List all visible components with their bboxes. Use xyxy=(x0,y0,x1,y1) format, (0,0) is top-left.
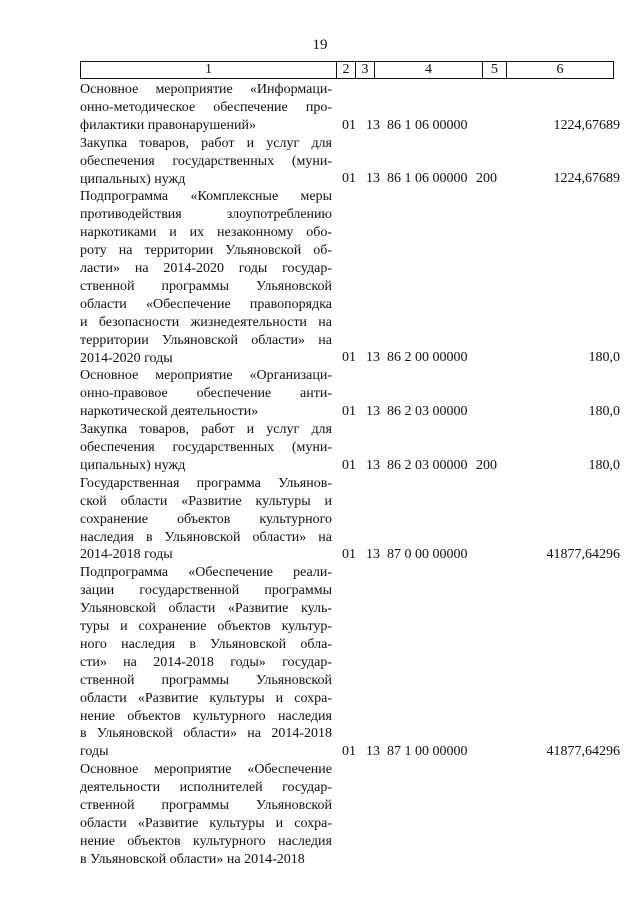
column-header-3: 3 xyxy=(356,62,375,79)
target-article-code: 87 1 00 00000 xyxy=(387,744,468,760)
description-line: области «Обеспечение правопорядка xyxy=(80,296,332,312)
description-line: Закупка товаров, работ и услуг для xyxy=(80,135,332,151)
description-line: онно-правовое обеспечение анти- xyxy=(80,386,332,402)
subsection-code: 13 xyxy=(366,547,380,563)
description-line: ственной программы Ульяновской xyxy=(80,672,332,688)
section-code: 01 xyxy=(342,350,356,366)
expense-type-code: 200 xyxy=(476,171,497,187)
subsection-code: 13 xyxy=(366,117,380,133)
description-line: 2014-2018 годы xyxy=(80,547,173,563)
section-code: 01 xyxy=(342,744,356,760)
target-article-code: 86 1 06 00000 xyxy=(387,171,468,187)
description-line: наследия в Ульяновской области» на xyxy=(80,529,332,545)
description-line: ственной программы Ульяновской xyxy=(80,798,332,813)
description-line: зации государственной программы xyxy=(80,583,332,599)
description-line: годы xyxy=(80,744,109,760)
description-line: деятельности исполнителей государ- xyxy=(80,780,332,796)
row-codes xyxy=(80,546,620,564)
description-line: противодействия злоупотреблению xyxy=(80,207,332,223)
section-code: 01 xyxy=(342,117,356,133)
table-row xyxy=(80,81,620,135)
description-line: Ульяновской области «Развитие куль- xyxy=(80,601,332,617)
subsection-code: 13 xyxy=(366,350,380,366)
row-codes xyxy=(80,170,620,188)
section-code: 01 xyxy=(342,171,356,187)
column-header-2: 2 xyxy=(337,62,356,79)
amount: 41877,64296 xyxy=(546,547,620,563)
amount: 1224,67689 xyxy=(553,171,620,187)
description-line: роту на территории Ульяновской об- xyxy=(80,243,332,259)
row-codes xyxy=(80,117,620,135)
description-line: ципальных) нужд xyxy=(80,171,186,187)
description-line: области «Развитие культуры и сохра- xyxy=(80,690,332,706)
description-line: нение объектов культурного наследия xyxy=(80,708,332,724)
table-row xyxy=(80,421,620,475)
target-article-code: 86 2 03 00000 xyxy=(387,404,468,420)
table-row xyxy=(80,564,620,761)
description-line: ципальных) нужд xyxy=(80,457,186,473)
column-header-table xyxy=(80,61,614,79)
expense-type-code: 200 xyxy=(476,457,497,473)
description-line: наркотиками и их незаконному обо- xyxy=(80,225,332,241)
subsection-code: 13 xyxy=(366,744,380,760)
page-number: 19 xyxy=(312,37,328,53)
row-codes xyxy=(80,457,620,475)
section-code: 01 xyxy=(342,404,356,420)
target-article-code: 86 2 03 00000 xyxy=(387,457,468,473)
description-line: области «Развитие культуры и сохра- xyxy=(80,815,332,831)
column-header-5: 5 xyxy=(483,62,507,79)
amount: 41877,64296 xyxy=(546,744,620,760)
subsection-code: 13 xyxy=(366,457,380,473)
target-article-code: 87 0 00 00000 xyxy=(387,547,468,563)
description-line: сти» на 2014-2018 годы» государ- xyxy=(80,654,332,670)
description-line: обеспечения государственных (муни- xyxy=(80,153,332,169)
target-article-code: 86 1 06 00000 xyxy=(387,117,468,133)
row-description xyxy=(80,188,332,367)
description-line: ской области «Развитие культуры и xyxy=(80,493,332,509)
amount: 180,0 xyxy=(588,350,620,366)
section-code: 01 xyxy=(342,457,356,473)
row-codes xyxy=(80,403,620,421)
description-line: Основное мероприятие «Обеспечение xyxy=(80,762,332,778)
subsection-code: 13 xyxy=(366,404,380,420)
description-line: ласти» на 2014-2020 годы государ- xyxy=(80,261,332,277)
table-row xyxy=(80,135,620,189)
section-code: 01 xyxy=(342,547,356,563)
row-codes xyxy=(80,743,620,761)
description-line: ного наследия в Ульяновской обла- xyxy=(80,636,332,652)
table-row xyxy=(80,761,620,868)
description-line: сохранение объектов культурного xyxy=(80,511,332,527)
description-line: ственной программы Ульяновской xyxy=(80,278,332,294)
description-line: обеспечения государственных (муни- xyxy=(80,440,332,455)
description-line: в Ульяновской области» на 2014-2018 xyxy=(80,726,332,742)
amount: 1224,67689 xyxy=(553,117,620,133)
description-line: территории Ульяновской области» на xyxy=(80,332,332,348)
description-line: Подпрограмма «Комплексные меры xyxy=(80,189,332,205)
description-line: Закупка товаров, работ и услуг для xyxy=(80,422,332,438)
table-row xyxy=(80,475,620,565)
column-header-1: 1 xyxy=(81,62,337,79)
row-description xyxy=(80,564,332,761)
column-header-4: 4 xyxy=(375,62,483,79)
column-header-row xyxy=(81,62,614,79)
description-line: и безопасности жизнедеятельности на xyxy=(80,314,332,330)
amount: 180,0 xyxy=(588,457,620,473)
subsection-code: 13 xyxy=(366,171,380,187)
description-line: туры и сохранение объектов культур- xyxy=(80,619,332,635)
description-line: Основное мероприятие «Информаци- xyxy=(80,82,332,97)
description-line: онно-методическое обеспечение про- xyxy=(80,99,332,115)
table-row xyxy=(80,367,620,421)
description-line: Подпрограмма «Обеспечение реали- xyxy=(80,565,332,581)
description-line: 2014-2020 годы xyxy=(80,350,173,366)
row-codes xyxy=(80,349,620,367)
description-line: нение объектов культурного наследия xyxy=(80,833,332,849)
description-line: Основное мероприятие «Организаци- xyxy=(80,368,332,384)
amount: 180,0 xyxy=(588,404,620,420)
table-row xyxy=(80,188,620,367)
description-line: в Ульяновской области» на 2014-2018 xyxy=(80,851,305,867)
description-line: филактики правонарушений» xyxy=(80,117,256,133)
column-header-6: 6 xyxy=(507,62,614,79)
target-article-code: 86 2 00 00000 xyxy=(387,350,468,366)
row-codes xyxy=(80,851,620,869)
description-line: наркотической деятельности» xyxy=(80,404,259,420)
description-line: Государственная программа Ульянов- xyxy=(80,475,332,491)
